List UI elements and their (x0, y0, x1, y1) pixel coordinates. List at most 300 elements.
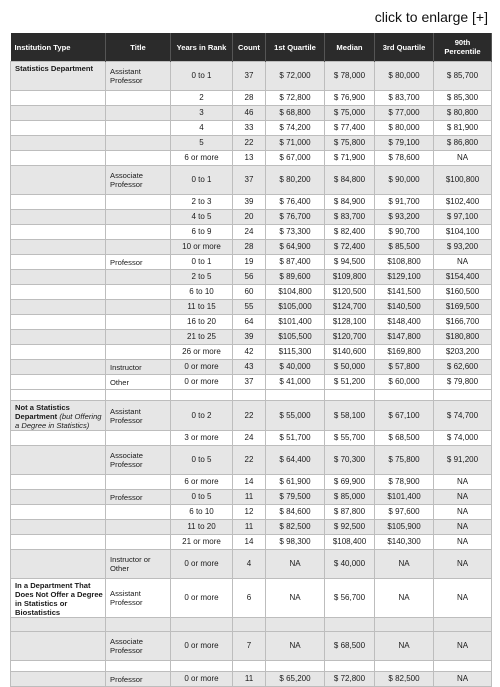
spacer-cell (106, 390, 171, 401)
cell-count: 28 (233, 91, 266, 106)
cell-90th-percentile: $ 74,700 (434, 401, 492, 431)
cell-title: Associate Professor (106, 166, 171, 195)
cell-90th-percentile: $180,800 (434, 330, 492, 345)
cell-1st-quartile: $ 65,200 (266, 672, 325, 687)
cell-3rd-quartile: $ 68,500 (375, 431, 434, 446)
cell-count: 24 (233, 225, 266, 240)
cell-count: 6 (233, 579, 266, 618)
cell-count: 64 (233, 315, 266, 330)
cell-count: 42 (233, 345, 266, 360)
cell-3rd-quartile: $ 75,800 (375, 446, 434, 475)
cell-count: 39 (233, 330, 266, 345)
col-header-p90: 90th Percentile (434, 33, 492, 62)
col-header-title: Title (106, 33, 171, 62)
cell-title: Instructor or Other (106, 550, 171, 579)
cell-institution-type (11, 91, 106, 106)
cell-median: $109,800 (325, 270, 375, 285)
cell-3rd-quartile: $ 57,800 (375, 360, 434, 375)
cell-title (106, 225, 171, 240)
cell-1st-quartile: NA (266, 632, 325, 661)
cell-years-in-rank: 11 to 15 (171, 300, 233, 315)
cell-years-in-rank: 6 to 9 (171, 225, 233, 240)
cell-institution-type (11, 535, 106, 550)
table-row (11, 151, 492, 166)
institution-type-label: Not a Statistics Department (15, 403, 70, 421)
cell-institution-type (11, 225, 106, 240)
col-header-institution-type: Institution Type (11, 33, 106, 62)
cell-3rd-quartile: $ 83,700 (375, 91, 434, 106)
table-row (11, 195, 492, 210)
cell-institution-type (11, 520, 106, 535)
cell-count: 22 (233, 136, 266, 151)
table-row (11, 106, 492, 121)
cell-3rd-quartile: $ 91,700 (375, 195, 434, 210)
cell-median: $120,700 (325, 330, 375, 345)
cell-median: $ 40,000 (325, 550, 375, 579)
cell-1st-quartile: $ 67,000 (266, 151, 325, 166)
institution-type-label: Statistics Department (15, 64, 94, 73)
cell-institution-type (11, 106, 106, 121)
table-row (11, 550, 492, 579)
spacer-cell (266, 390, 325, 401)
cell-count: 7 (233, 632, 266, 661)
cell-years-in-rank: 21 to 25 (171, 330, 233, 345)
cell-title (106, 91, 171, 106)
cell-90th-percentile: $160,500 (434, 285, 492, 300)
cell-90th-percentile: $ 74,000 (434, 431, 492, 446)
cell-3rd-quartile: $ 90,000 (375, 166, 434, 195)
spacer-cell (233, 661, 266, 672)
cell-count: 46 (233, 106, 266, 121)
spacer-cell (171, 390, 233, 401)
cell-title (106, 300, 171, 315)
col-header-q3: 3rd Quartile (375, 33, 434, 62)
cell-institution-type (11, 431, 106, 446)
cell-3rd-quartile: $ 93,200 (375, 210, 434, 225)
cell-3rd-quartile: $129,100 (375, 270, 434, 285)
cell-years-in-rank: 6 to 10 (171, 505, 233, 520)
table-row (11, 285, 492, 300)
cell-median: $ 71,900 (325, 151, 375, 166)
cell-median: $ 83,700 (325, 210, 375, 225)
cell-institution-type (11, 195, 106, 210)
cell-years-in-rank: 6 to 10 (171, 285, 233, 300)
cell-median: $ 70,300 (325, 446, 375, 475)
cell-90th-percentile: NA (434, 505, 492, 520)
cell-3rd-quartile: $ 90,700 (375, 225, 434, 240)
table-row (11, 401, 492, 431)
cell-title: Associate Professor (106, 446, 171, 475)
cell-3rd-quartile: $147,800 (375, 330, 434, 345)
cell-title (106, 315, 171, 330)
cell-median: $128,100 (325, 315, 375, 330)
cell-institution-type (11, 401, 106, 431)
cell-90th-percentile: NA (434, 550, 492, 579)
cell-title (106, 285, 171, 300)
cell-90th-percentile: NA (434, 151, 492, 166)
cell-count: 39 (233, 195, 266, 210)
cell-count: 4 (233, 550, 266, 579)
cell-median: $ 69,900 (325, 475, 375, 490)
spacer-row (11, 390, 492, 401)
spacer-cell (434, 390, 492, 401)
cell-90th-percentile: $166,700 (434, 315, 492, 330)
cell-1st-quartile: $ 84,600 (266, 505, 325, 520)
cell-years-in-rank: 0 to 2 (171, 401, 233, 431)
cell-institution-type (11, 121, 106, 136)
cell-3rd-quartile: NA (375, 550, 434, 579)
cell-3rd-quartile: NA (375, 579, 434, 618)
cell-90th-percentile: $ 85,300 (434, 91, 492, 106)
table-row (11, 345, 492, 360)
cell-3rd-quartile: $ 67,100 (375, 401, 434, 431)
cell-90th-percentile: NA (434, 520, 492, 535)
cell-institution-type (11, 360, 106, 375)
cell-median: $108,400 (325, 535, 375, 550)
cell-count: 13 (233, 151, 266, 166)
cell-median: $ 75,000 (325, 106, 375, 121)
table-row (11, 315, 492, 330)
cell-1st-quartile: $104,800 (266, 285, 325, 300)
cell-median: $ 94,500 (325, 255, 375, 270)
cell-median: $ 87,800 (325, 505, 375, 520)
cell-institution-type (11, 62, 106, 91)
cell-years-in-rank: 26 or more (171, 345, 233, 360)
cell-90th-percentile: NA (434, 579, 492, 618)
cell-90th-percentile: $ 79,800 (434, 375, 492, 390)
cell-median: $120,500 (325, 285, 375, 300)
cell-count: 43 (233, 360, 266, 375)
cell-1st-quartile: $ 72,800 (266, 91, 325, 106)
spacer-cell (171, 661, 233, 672)
table-row (11, 535, 492, 550)
cell-institution-type (11, 285, 106, 300)
cell-median: $ 84,900 (325, 195, 375, 210)
cell-years-in-rank: 3 (171, 106, 233, 121)
cell-title: Instructor (106, 360, 171, 375)
cell-90th-percentile: NA (434, 255, 492, 270)
cell-3rd-quartile: $105,900 (375, 520, 434, 535)
cell-90th-percentile: $ 91,200 (434, 446, 492, 475)
cell-1st-quartile: $101,400 (266, 315, 325, 330)
cell-title (106, 121, 171, 136)
cell-3rd-quartile: $140,300 (375, 535, 434, 550)
cell-1st-quartile: $ 64,400 (266, 446, 325, 475)
cell-years-in-rank: 0 to 1 (171, 166, 233, 195)
cell-count: 20 (233, 210, 266, 225)
cell-90th-percentile: $ 85,700 (434, 62, 492, 91)
cell-90th-percentile: $102,400 (434, 195, 492, 210)
cell-90th-percentile: $203,200 (434, 345, 492, 360)
cell-title: Assistant Professor (106, 62, 171, 91)
cell-median: $ 55,700 (325, 431, 375, 446)
col-header-median: Median (325, 33, 375, 62)
spacer-cell (266, 661, 325, 672)
salary-table-container (10, 33, 491, 687)
cell-title (106, 535, 171, 550)
cell-median: $140,600 (325, 345, 375, 360)
cell-1st-quartile: $ 80,200 (266, 166, 325, 195)
cell-institution-type (11, 151, 106, 166)
cell-3rd-quartile: $ 79,100 (375, 136, 434, 151)
spacer-cell (325, 390, 375, 401)
institution-type-label: In a Department That Does Not Offer a Degree in Statistics or Biostatistics (15, 581, 103, 617)
cell-median: $ 84,800 (325, 166, 375, 195)
cell-title (106, 345, 171, 360)
cell-years-in-rank: 11 to 20 (171, 520, 233, 535)
cell-90th-percentile: $ 62,600 (434, 360, 492, 375)
spacer-cell (434, 661, 492, 672)
cell-title: Professor (106, 255, 171, 270)
table-row (11, 225, 492, 240)
cell-title (106, 475, 171, 490)
cell-1st-quartile: $ 87,400 (266, 255, 325, 270)
cell-median: $ 68,500 (325, 632, 375, 661)
cell-1st-quartile: $ 61,900 (266, 475, 325, 490)
cell-title (106, 520, 171, 535)
spacer-cell (171, 618, 233, 632)
spacer-cell (375, 390, 434, 401)
cell-count: 12 (233, 505, 266, 520)
table-row (11, 375, 492, 390)
cell-1st-quartile: $105,000 (266, 300, 325, 315)
cell-years-in-rank: 6 or more (171, 475, 233, 490)
spacer-row (11, 661, 492, 672)
cell-years-in-rank: 0 or more (171, 375, 233, 390)
cell-institution-type (11, 315, 106, 330)
cell-title (106, 270, 171, 285)
cell-institution-type (11, 210, 106, 225)
cell-title (106, 431, 171, 446)
cell-1st-quartile: $ 71,000 (266, 136, 325, 151)
spacer-cell (325, 618, 375, 632)
cell-3rd-quartile: $101,400 (375, 490, 434, 505)
cell-90th-percentile: $ 93,200 (434, 240, 492, 255)
cell-3rd-quartile: $ 82,500 (375, 672, 434, 687)
cell-90th-percentile: NA (434, 490, 492, 505)
cell-3rd-quartile: $ 97,600 (375, 505, 434, 520)
cell-years-in-rank: 5 (171, 136, 233, 151)
spacer-cell (434, 618, 492, 632)
cell-institution-type (11, 136, 106, 151)
table-row (11, 446, 492, 475)
table-row (11, 360, 492, 375)
cell-1st-quartile: $ 74,200 (266, 121, 325, 136)
cell-count: 28 (233, 240, 266, 255)
cell-years-in-rank: 4 (171, 121, 233, 136)
cell-1st-quartile: $105,500 (266, 330, 325, 345)
spacer-cell (375, 618, 434, 632)
cell-median: $ 82,400 (325, 225, 375, 240)
cell-3rd-quartile: $108,800 (375, 255, 434, 270)
cell-title (106, 210, 171, 225)
cell-3rd-quartile: $ 80,000 (375, 121, 434, 136)
cell-3rd-quartile: $ 78,600 (375, 151, 434, 166)
cell-count: 37 (233, 375, 266, 390)
cell-90th-percentile: NA (434, 535, 492, 550)
cell-count: 22 (233, 446, 266, 475)
cell-count: 19 (233, 255, 266, 270)
cell-years-in-rank: 0 or more (171, 632, 233, 661)
cell-institution-type (11, 166, 106, 195)
cell-3rd-quartile: $148,400 (375, 315, 434, 330)
cell-institution-type (11, 579, 106, 618)
enlarge-link[interactable]: click to enlarge [+] (374, 9, 488, 25)
cell-3rd-quartile: $ 80,000 (375, 62, 434, 91)
cell-institution-type (11, 240, 106, 255)
cell-count: 22 (233, 401, 266, 431)
table-row (11, 210, 492, 225)
cell-years-in-rank: 16 to 20 (171, 315, 233, 330)
cell-1st-quartile: NA (266, 550, 325, 579)
cell-1st-quartile: $ 68,800 (266, 106, 325, 121)
cell-1st-quartile: $ 82,500 (266, 520, 325, 535)
cell-median: $ 51,200 (325, 375, 375, 390)
cell-title (106, 151, 171, 166)
table-row (11, 62, 492, 91)
cell-median: $ 50,000 (325, 360, 375, 375)
spacer-row (11, 618, 492, 632)
cell-title: Professor (106, 672, 171, 687)
cell-1st-quartile: $ 98,300 (266, 535, 325, 550)
cell-years-in-rank: 0 to 5 (171, 490, 233, 505)
spacer-cell (11, 661, 106, 672)
table-row (11, 505, 492, 520)
table-row (11, 121, 492, 136)
cell-title (106, 330, 171, 345)
cell-title: Other (106, 375, 171, 390)
cell-count: 11 (233, 490, 266, 505)
cell-years-in-rank: 6 or more (171, 151, 233, 166)
cell-title (106, 106, 171, 121)
cell-institution-type (11, 475, 106, 490)
cell-institution-type (11, 375, 106, 390)
spacer-cell (375, 661, 434, 672)
cell-median: $124,700 (325, 300, 375, 315)
cell-1st-quartile: $ 73,300 (266, 225, 325, 240)
cell-institution-type (11, 345, 106, 360)
cell-1st-quartile: $ 51,700 (266, 431, 325, 446)
cell-3rd-quartile: $169,800 (375, 345, 434, 360)
cell-count: 60 (233, 285, 266, 300)
cell-institution-type (11, 490, 106, 505)
cell-count: 33 (233, 121, 266, 136)
cell-1st-quartile: $ 64,900 (266, 240, 325, 255)
cell-median: $ 58,100 (325, 401, 375, 431)
spacer-cell (266, 618, 325, 632)
cell-institution-type (11, 300, 106, 315)
table-row (11, 136, 492, 151)
table-row (11, 240, 492, 255)
cell-median: $ 85,000 (325, 490, 375, 505)
table-row (11, 431, 492, 446)
cell-title: Professor (106, 490, 171, 505)
cell-title (106, 195, 171, 210)
cell-median: $ 78,000 (325, 62, 375, 91)
spacer-cell (233, 390, 266, 401)
cell-3rd-quartile: $ 60,000 (375, 375, 434, 390)
cell-1st-quartile: $ 89,600 (266, 270, 325, 285)
cell-1st-quartile: $115,300 (266, 345, 325, 360)
cell-institution-type (11, 270, 106, 285)
cell-years-in-rank: 0 to 1 (171, 62, 233, 91)
cell-3rd-quartile: $ 77,000 (375, 106, 434, 121)
cell-3rd-quartile: $140,500 (375, 300, 434, 315)
cell-90th-percentile: NA (434, 632, 492, 661)
table-row (11, 91, 492, 106)
col-header-q1: 1st Quartile (266, 33, 325, 62)
cell-3rd-quartile: $ 78,900 (375, 475, 434, 490)
cell-3rd-quartile: NA (375, 632, 434, 661)
cell-count: 37 (233, 62, 266, 91)
table-row (11, 490, 492, 505)
spacer-cell (106, 618, 171, 632)
cell-count: 55 (233, 300, 266, 315)
cell-90th-percentile: $ 86,800 (434, 136, 492, 151)
cell-count: 11 (233, 520, 266, 535)
cell-years-in-rank: 2 to 3 (171, 195, 233, 210)
table-body (11, 62, 492, 687)
cell-count: 24 (233, 431, 266, 446)
cell-institution-type (11, 505, 106, 520)
cell-years-in-rank: 0 or more (171, 550, 233, 579)
table-row (11, 475, 492, 490)
cell-1st-quartile: $ 76,400 (266, 195, 325, 210)
table-row (11, 166, 492, 195)
cell-institution-type (11, 330, 106, 345)
cell-1st-quartile: $ 72,000 (266, 62, 325, 91)
table-row (11, 330, 492, 345)
cell-years-in-rank: 0 or more (171, 360, 233, 375)
cell-1st-quartile: $ 40,000 (266, 360, 325, 375)
cell-1st-quartile: $ 55,000 (266, 401, 325, 431)
spacer-cell (106, 661, 171, 672)
cell-years-in-rank: 2 (171, 91, 233, 106)
table-row (11, 579, 492, 618)
cell-years-in-rank: 4 to 5 (171, 210, 233, 225)
salary-table (10, 33, 492, 687)
cell-years-in-rank: 0 or more (171, 672, 233, 687)
cell-years-in-rank: 3 or more (171, 431, 233, 446)
cell-title: Associate Professor (106, 632, 171, 661)
cell-90th-percentile: NA (434, 672, 492, 687)
cell-median: $ 75,800 (325, 136, 375, 151)
cell-institution-type (11, 255, 106, 270)
table-row (11, 300, 492, 315)
cell-count: 37 (233, 166, 266, 195)
cell-title (106, 240, 171, 255)
cell-3rd-quartile: $ 85,500 (375, 240, 434, 255)
table-row (11, 520, 492, 535)
cell-median: $ 76,900 (325, 91, 375, 106)
cell-1st-quartile: NA (266, 579, 325, 618)
cell-count: 56 (233, 270, 266, 285)
table-header-row (11, 33, 492, 62)
cell-3rd-quartile: $141,500 (375, 285, 434, 300)
cell-institution-type (11, 632, 106, 661)
table-row (11, 270, 492, 285)
cell-title: Assistant Professor (106, 579, 171, 618)
cell-1st-quartile: $ 41,000 (266, 375, 325, 390)
cell-median: $ 72,800 (325, 672, 375, 687)
cell-years-in-rank: 0 or more (171, 579, 233, 618)
cell-years-in-rank: 0 to 5 (171, 446, 233, 475)
cell-title: Assistant Professor (106, 401, 171, 431)
cell-count: 14 (233, 475, 266, 490)
cell-90th-percentile: $ 81,900 (434, 121, 492, 136)
cell-median: $ 92,500 (325, 520, 375, 535)
cell-count: 14 (233, 535, 266, 550)
